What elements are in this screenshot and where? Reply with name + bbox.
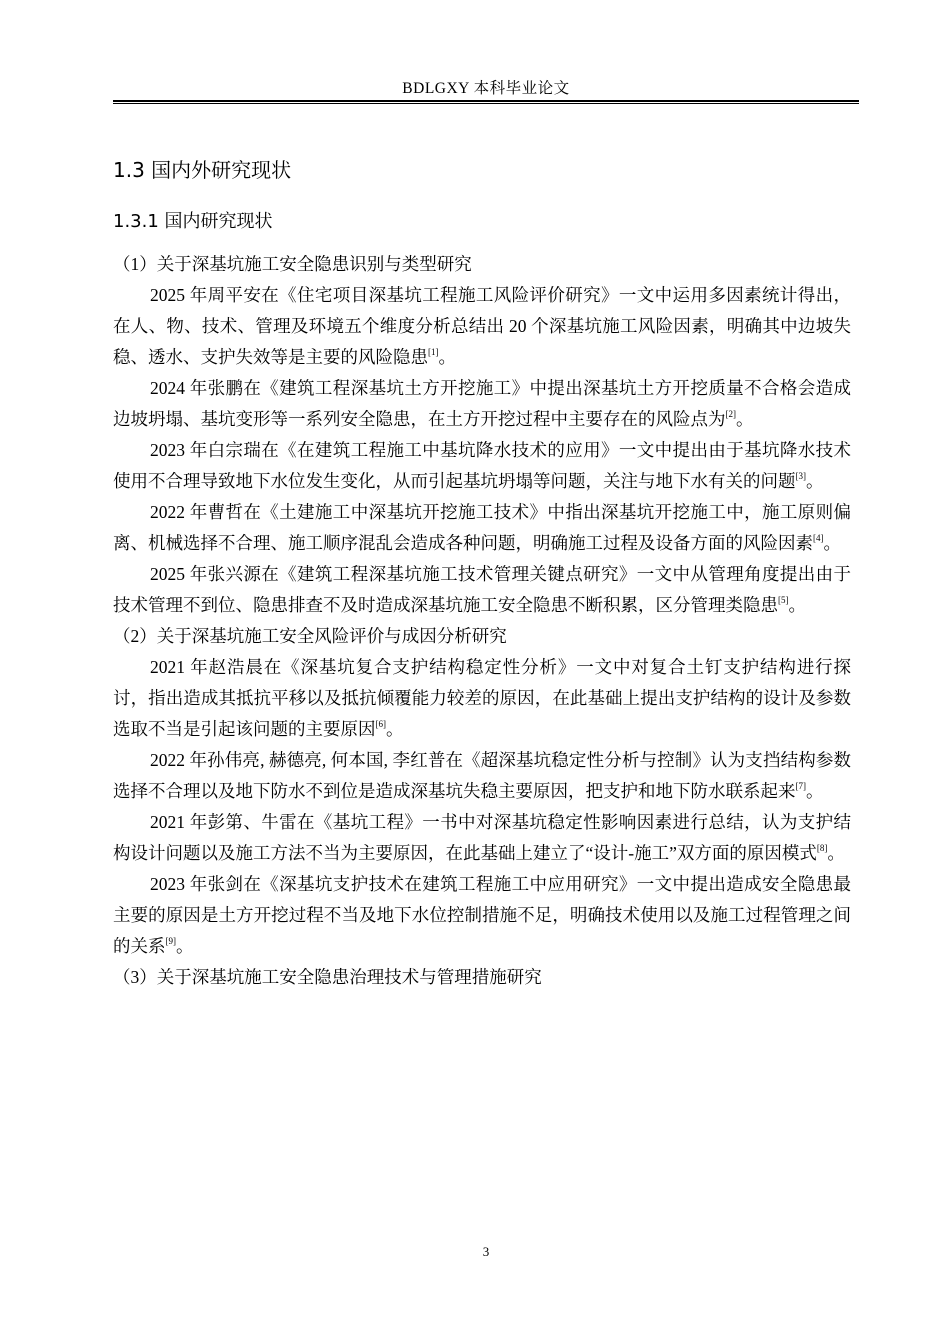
subheading-3: （3）关于深基坑施工安全隐患治理技术与管理措施研究 (113, 967, 542, 987)
citation-ref: [4] (813, 533, 824, 543)
paragraph-text: 2021 年赵浩晨在《深基坑复合支护结构稳定性分析》一文中对复合土钉支护结构进行探讨，指出造成其抵抗平移以及抵抗倾覆能力较差的原因，在此基础上提出支护结构的设计及参数选取不当是引起该问题的主要原因 (113, 657, 851, 739)
paragraph-end: 。 (827, 843, 845, 863)
paragraph-end: 。 (176, 936, 194, 956)
citation-ref: [7] (795, 781, 806, 791)
section-heading: 1.3 国内外研究现状 (113, 158, 292, 182)
page-number: 3 (482, 1244, 490, 1259)
header-rule-thin (113, 103, 859, 104)
paragraph-text: 2021 年彭第、牛雷在《基坑工程》一书中对深基坑稳定性影响因素进行总结，认为支护结构设计问题以及施工方法不当为主要原因，在此基础上建立了“设计-施工”双方面的原因模式 (113, 812, 851, 863)
paragraph-9 (113, 869, 851, 962)
citation-ref: [1] (428, 347, 439, 357)
subsection-heading: 1.3.1 国内研究现状 (113, 211, 273, 232)
citation-ref: [6] (375, 719, 386, 729)
paragraph-text: 2023 年张剑在《深基坑支护技术在建筑工程施工中应用研究》一文中提出造成安全隐患最主要的原因是土方开挖过程不当及地下水位控制措施不足，明确技术使用以及施工过程管理之间的关系 (113, 874, 851, 956)
paragraph-end: 。 (806, 781, 824, 801)
paragraph-6 (113, 652, 851, 745)
citation-ref: [8] (816, 843, 828, 853)
body-text (113, 249, 851, 993)
header-rule (113, 100, 859, 102)
paragraph-text: 2025 年张兴源在《建筑工程深基坑施工技术管理关键点研究》一文中从管理角度提出由于技术管理不到位、隐患排查不及时造成深基坑施工安全隐患不断积累，区分管理类隐患 (113, 564, 851, 615)
paragraph-text: 2023 年白宗瑞在《在建筑工程施工中基坑降水技术的应用》一文中提出由于基坑降水技术使用不合理导致地下水位发生变化，从而引起基坑坍塌等问题，关注与地下水有关的问题 (113, 440, 851, 491)
paragraph-4 (113, 497, 851, 559)
paragraph-text: 2022 年曹哲在《土建施工中深基坑开挖施工技术》中指出深基坑开挖施工中，施工原则偏离、机械选择不合理、施工顺序混乱会造成各种问题，明确施工过程及设备方面的风险因素 (113, 502, 851, 553)
paragraph-end: 。 (806, 471, 824, 491)
citation-ref: [5] (778, 595, 789, 605)
paragraph-end: 。 (736, 409, 754, 429)
subheading-2: （2）关于深基坑施工安全风险评价与成因分析研究 (113, 626, 507, 646)
paragraph-text: 2024 年张鹏在《建筑工程深基坑土方开挖施工》中提出深基坑土方开挖质量不合格会造成边坡坍塌、基坑变形等一系列安全隐患，在土方开挖过程中主要存在的风险点为 (113, 378, 851, 429)
paragraph-end: 。 (438, 347, 456, 367)
paragraph-end: 。 (386, 719, 404, 739)
paragraph-text: 2022 年孙伟亮, 赫德亮, 何本国, 李红普在《超深基坑稳定性分析与控制》认为支挡结构参数选择不合理以及地下防水不到位是造成深基坑失稳主要原因，把支护和地下防水联系起来 (113, 750, 851, 801)
paragraph-3 (113, 435, 851, 497)
citation-ref: [3] (795, 471, 806, 481)
paragraph-7 (113, 745, 851, 807)
paragraph-end: 。 (823, 533, 841, 553)
paragraph-2 (113, 373, 851, 435)
running-header: BDLGXY 本科毕业论文 (402, 80, 570, 97)
citation-ref: [2] (725, 409, 736, 419)
citation-ref: [9] (165, 936, 176, 946)
paragraph-text: 2025 年周平安在《住宅项目深基坑工程施工风险评价研究》一文中运用多因素统计得出，在人、物、技术、管理及环境五个维度分析总结出 20 个深基坑施工风险因素，明确其中边坡失稳、透水、支护失效等是主要的风险隐患 (113, 285, 851, 367)
paragraph-8 (113, 807, 851, 869)
paragraph-1 (113, 280, 851, 373)
subheading-1: （1）关于深基坑施工安全隐患识别与类型研究 (113, 254, 472, 274)
paragraph-end: 。 (788, 595, 806, 615)
paragraph-5 (113, 559, 851, 621)
